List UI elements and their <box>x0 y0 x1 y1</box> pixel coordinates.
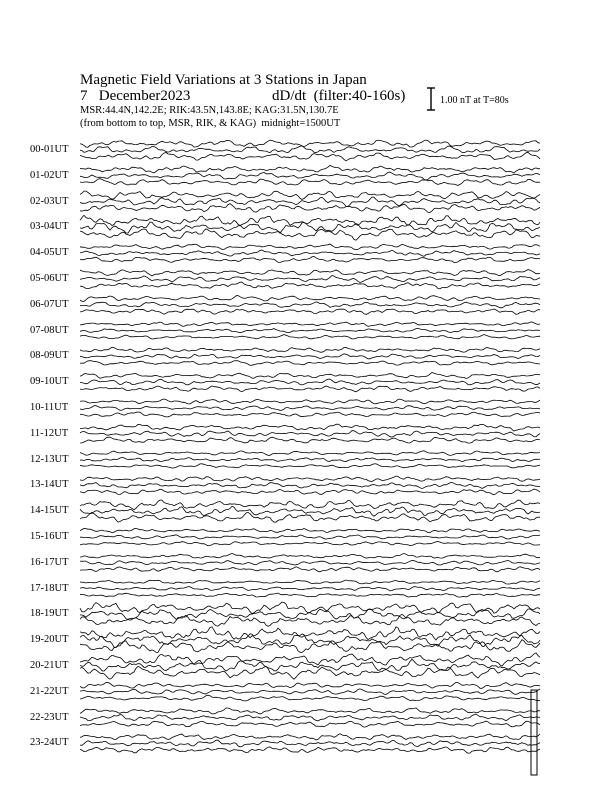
hour-label: 23-24UT <box>30 737 69 749</box>
hour-label: 17-18UT <box>30 582 69 594</box>
hour-label: 19-20UT <box>30 634 69 646</box>
trace-rik <box>80 714 540 721</box>
trace-msr <box>80 721 540 727</box>
trace-rik <box>80 457 540 461</box>
trace-kag <box>80 270 540 276</box>
hour-label: 13-14UT <box>30 479 69 491</box>
trace-kag <box>80 451 540 456</box>
hour-label: 11-12UT <box>30 427 69 439</box>
date-label: 7 December2023 <box>80 88 191 104</box>
trace-msr <box>80 361 540 366</box>
trace-msr <box>80 695 540 701</box>
trace-rik <box>80 634 540 648</box>
trace-msr <box>80 567 540 572</box>
hour-label: 15-16UT <box>30 531 69 542</box>
hour-label: 20-21UT <box>30 660 69 671</box>
trace-rik <box>80 659 540 671</box>
trace-kag <box>80 682 540 688</box>
end-marker <box>531 690 537 775</box>
trace-kag <box>80 580 540 584</box>
trace-msr <box>80 542 540 546</box>
hour-label: 21-22UT <box>30 685 69 697</box>
trace-group <box>80 140 540 753</box>
trace-rik <box>80 172 540 180</box>
hour-label: 03-04UT <box>30 221 69 233</box>
trace-msr <box>80 282 540 289</box>
trace-rik <box>80 276 540 283</box>
trace-kag <box>80 191 540 199</box>
trace-msr <box>80 256 540 262</box>
station-order-note: (from bottom to top, MSR, RIK, & KAG) midnight=1500UT <box>80 118 341 129</box>
trace-rik <box>80 560 540 565</box>
trace-msr <box>80 437 540 443</box>
trace-kag <box>80 627 540 640</box>
trace-rik <box>80 740 540 747</box>
trace-msr <box>80 489 540 495</box>
hour-label: 18-19UT <box>30 608 69 620</box>
trace-kag <box>80 322 540 326</box>
hour-label: 10-11UT <box>30 402 69 413</box>
trace-kag <box>80 399 540 404</box>
hour-label: 12-13UT <box>30 453 69 465</box>
trace-rik <box>80 506 540 516</box>
trace-msr <box>80 512 540 522</box>
hour-label: 22-23UT <box>30 711 69 723</box>
trace-kag <box>80 347 540 352</box>
hour-label: 05-06UT <box>30 273 69 284</box>
trace-rik <box>80 250 540 256</box>
trace-kag <box>80 500 540 510</box>
trace-kag <box>80 215 540 226</box>
trace-kag <box>80 708 540 714</box>
trace-msr <box>80 666 540 679</box>
hour-label: 09-10UT <box>30 376 69 388</box>
trace-msr <box>80 386 540 392</box>
trace-kag <box>80 244 540 250</box>
trace-kag <box>80 734 540 740</box>
trace-msr <box>80 747 540 753</box>
trace-msr <box>80 593 540 597</box>
hour-label: 16-17UT <box>30 556 69 568</box>
trace-rik <box>80 535 540 539</box>
hour-label: 04-05UT <box>30 247 69 259</box>
trace-kag <box>80 373 540 379</box>
trace-kag <box>80 476 540 482</box>
hour-label: 08-09UT <box>30 350 69 362</box>
trace-rik <box>80 482 540 488</box>
trace-kag <box>80 296 540 302</box>
trace-rik <box>80 431 540 438</box>
trace-rik <box>80 609 540 619</box>
trace-rik <box>80 146 540 153</box>
hour-label: 02-03UT <box>30 195 69 207</box>
trace-msr <box>80 152 540 161</box>
filter-label: dD/dt (filter:40-160s) <box>272 88 406 104</box>
trace-msr <box>80 614 540 626</box>
trace-rik <box>80 406 540 411</box>
trace-rik <box>80 197 540 207</box>
hour-label: 01-02UT <box>30 169 69 181</box>
trace-kag <box>80 553 540 558</box>
end-marker-box <box>531 690 537 775</box>
trace-msr <box>80 640 540 653</box>
trace-kag <box>80 140 540 147</box>
trace-kag <box>80 528 540 532</box>
scale-bar-label: 1.00 nT at T=80s <box>440 95 509 106</box>
station-coordinates: MSR:44.4N,142.2E; RIK:43.5N,143.8E; KAG:31.5N,130.7E <box>80 105 339 116</box>
trace-msr <box>80 335 540 340</box>
trace-msr <box>80 412 540 417</box>
trace-msr <box>80 309 540 314</box>
trace-kag <box>80 165 540 173</box>
trace-rik <box>80 379 540 385</box>
trace-rik <box>80 354 540 359</box>
chart-title: Magnetic Field Variations at 3 Stations in Japan <box>80 72 367 88</box>
trace-rik <box>80 587 540 591</box>
hour-label: 07-08UT <box>30 324 69 336</box>
hour-label: 14-15UT <box>30 505 69 517</box>
hour-label: 06-07UT <box>30 298 69 310</box>
trace-msr <box>80 464 540 468</box>
trace-msr <box>80 204 540 213</box>
trace-rik <box>80 689 540 695</box>
trace-msr <box>80 179 540 186</box>
trace-kag <box>80 602 540 613</box>
scale-bar <box>427 88 435 110</box>
trace-kag <box>80 424 540 431</box>
trace-rik <box>80 329 540 333</box>
hour-label: 00-01UT <box>30 144 69 155</box>
trace-rik <box>80 302 540 308</box>
